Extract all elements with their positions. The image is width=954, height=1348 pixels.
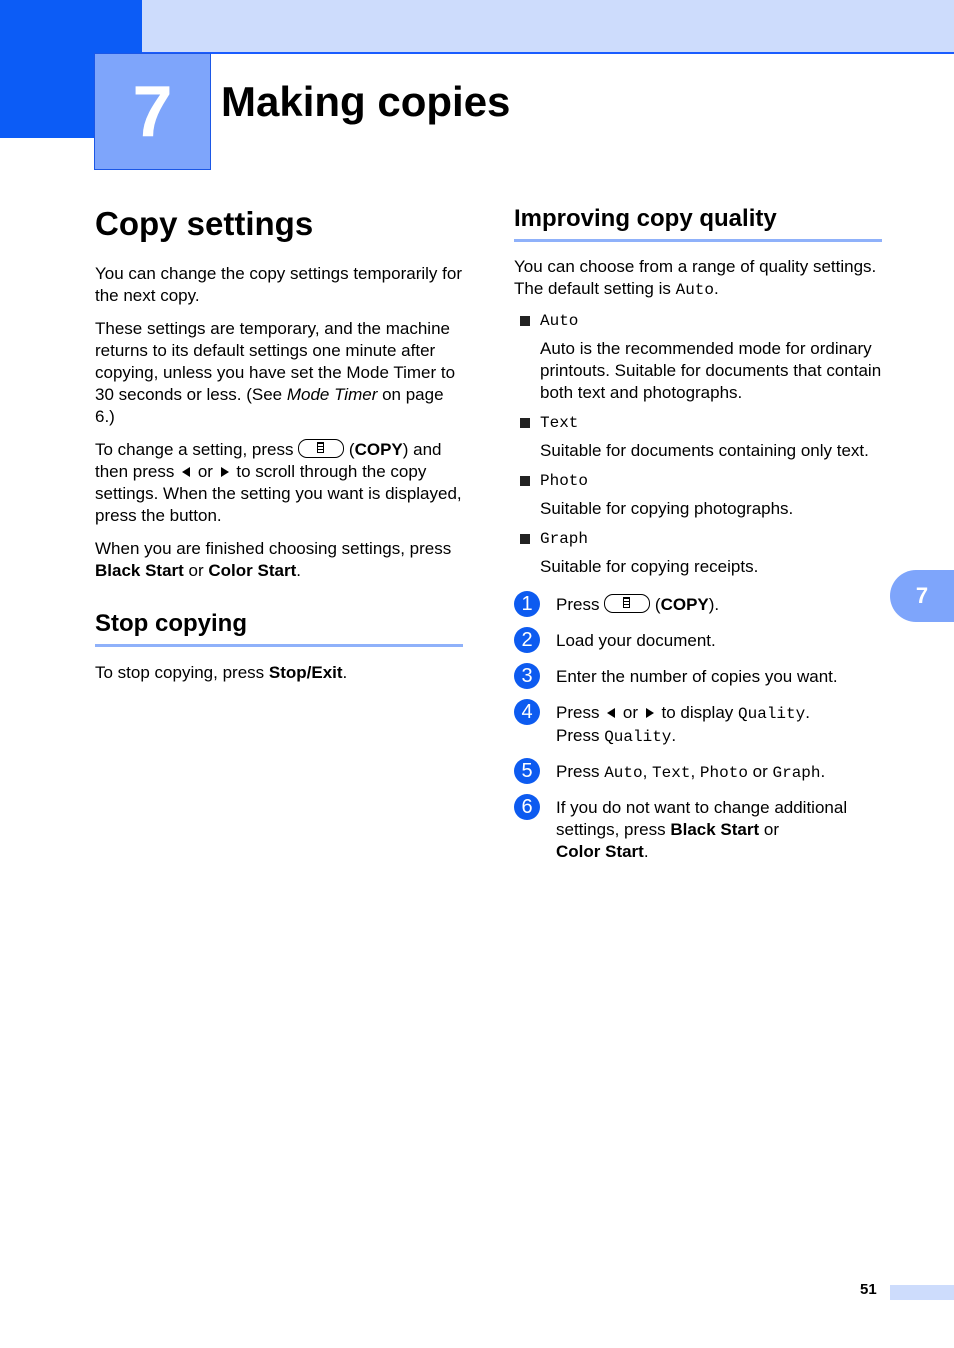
left-arrow-icon: [182, 467, 190, 477]
paragraph: When you are finished choosing settings, press Black Start or Color Start.: [95, 539, 452, 580]
header-band: [142, 0, 954, 54]
step-number: 3: [514, 663, 540, 689]
copy-key-icon: [604, 594, 650, 613]
step-3: 3 Enter the number of copies you want.: [514, 666, 882, 689]
chapter-number: 7: [94, 53, 211, 170]
page-number: 51: [860, 1281, 877, 1298]
section-title-improving-quality: Improving copy quality: [514, 205, 882, 242]
step-5: 5 Press Auto, Text, Photo or Graph.: [514, 761, 882, 784]
step-number: 2: [514, 627, 540, 653]
chapter-side-tab: 7: [890, 570, 954, 622]
paragraph: These settings are temporary, and the machine returns to its default settings one minute after copying, unless you have set the Mode Timer to 30 seconds or less. (See Mode Timer on page 6.): [95, 319, 456, 426]
step-number: 5: [514, 758, 540, 784]
paragraph: You can change the copy settings temporarily for the next copy.: [95, 264, 462, 305]
left-arrow-icon: [607, 708, 615, 718]
section-title-stop-copying: Stop copying: [95, 610, 463, 647]
left-column: [95, 205, 463, 695]
paragraph: You can choose from a range of quality settings. The default setting is Auto.: [514, 257, 877, 299]
option-description: Suitable for copying receipts.: [540, 557, 759, 576]
quality-option: Graph: [520, 530, 882, 548]
option-description: Suitable for copying photographs.: [540, 499, 794, 518]
step-number: 1: [514, 591, 540, 617]
bullet-icon: [520, 476, 530, 486]
step-1: 1 Press (COPY).: [514, 594, 882, 617]
bullet-icon: [520, 316, 530, 326]
step-2: 2 Load your document.: [514, 630, 882, 653]
quality-option: Text: [520, 414, 882, 432]
quality-option: Auto: [520, 312, 882, 330]
step-number: 4: [514, 699, 540, 725]
step-4: 4 Press or to display Quality. Press Quality.: [514, 702, 882, 748]
bullet-icon: [520, 534, 530, 544]
step-6: 6 If you do not want to change additional settings, press Black Start or Color Start.: [514, 797, 882, 863]
right-arrow-icon: [646, 708, 654, 718]
option-description: Suitable for documents containing only text.: [540, 441, 869, 460]
page-number-bar: [890, 1285, 954, 1300]
bullet-icon: [520, 418, 530, 428]
paragraph: To stop copying, press Stop/Exit.: [95, 663, 348, 682]
section-title-copy-settings: Copy settings: [95, 205, 314, 242]
copy-key-icon: [298, 439, 344, 458]
chapter-title: Making copies: [221, 78, 511, 125]
quality-option: Photo: [520, 472, 882, 490]
paragraph: To change a setting, press (COPY) and then press or to scroll through the copy settings. When the setting you want is displayed, press the button.: [95, 440, 462, 525]
option-description: Auto is the recommended mode for ordinary printouts. Suitable for documents that contain both text and photographs.: [540, 339, 882, 402]
right-arrow-icon: [221, 467, 229, 477]
right-column: [514, 205, 882, 876]
step-number: 6: [514, 794, 540, 820]
